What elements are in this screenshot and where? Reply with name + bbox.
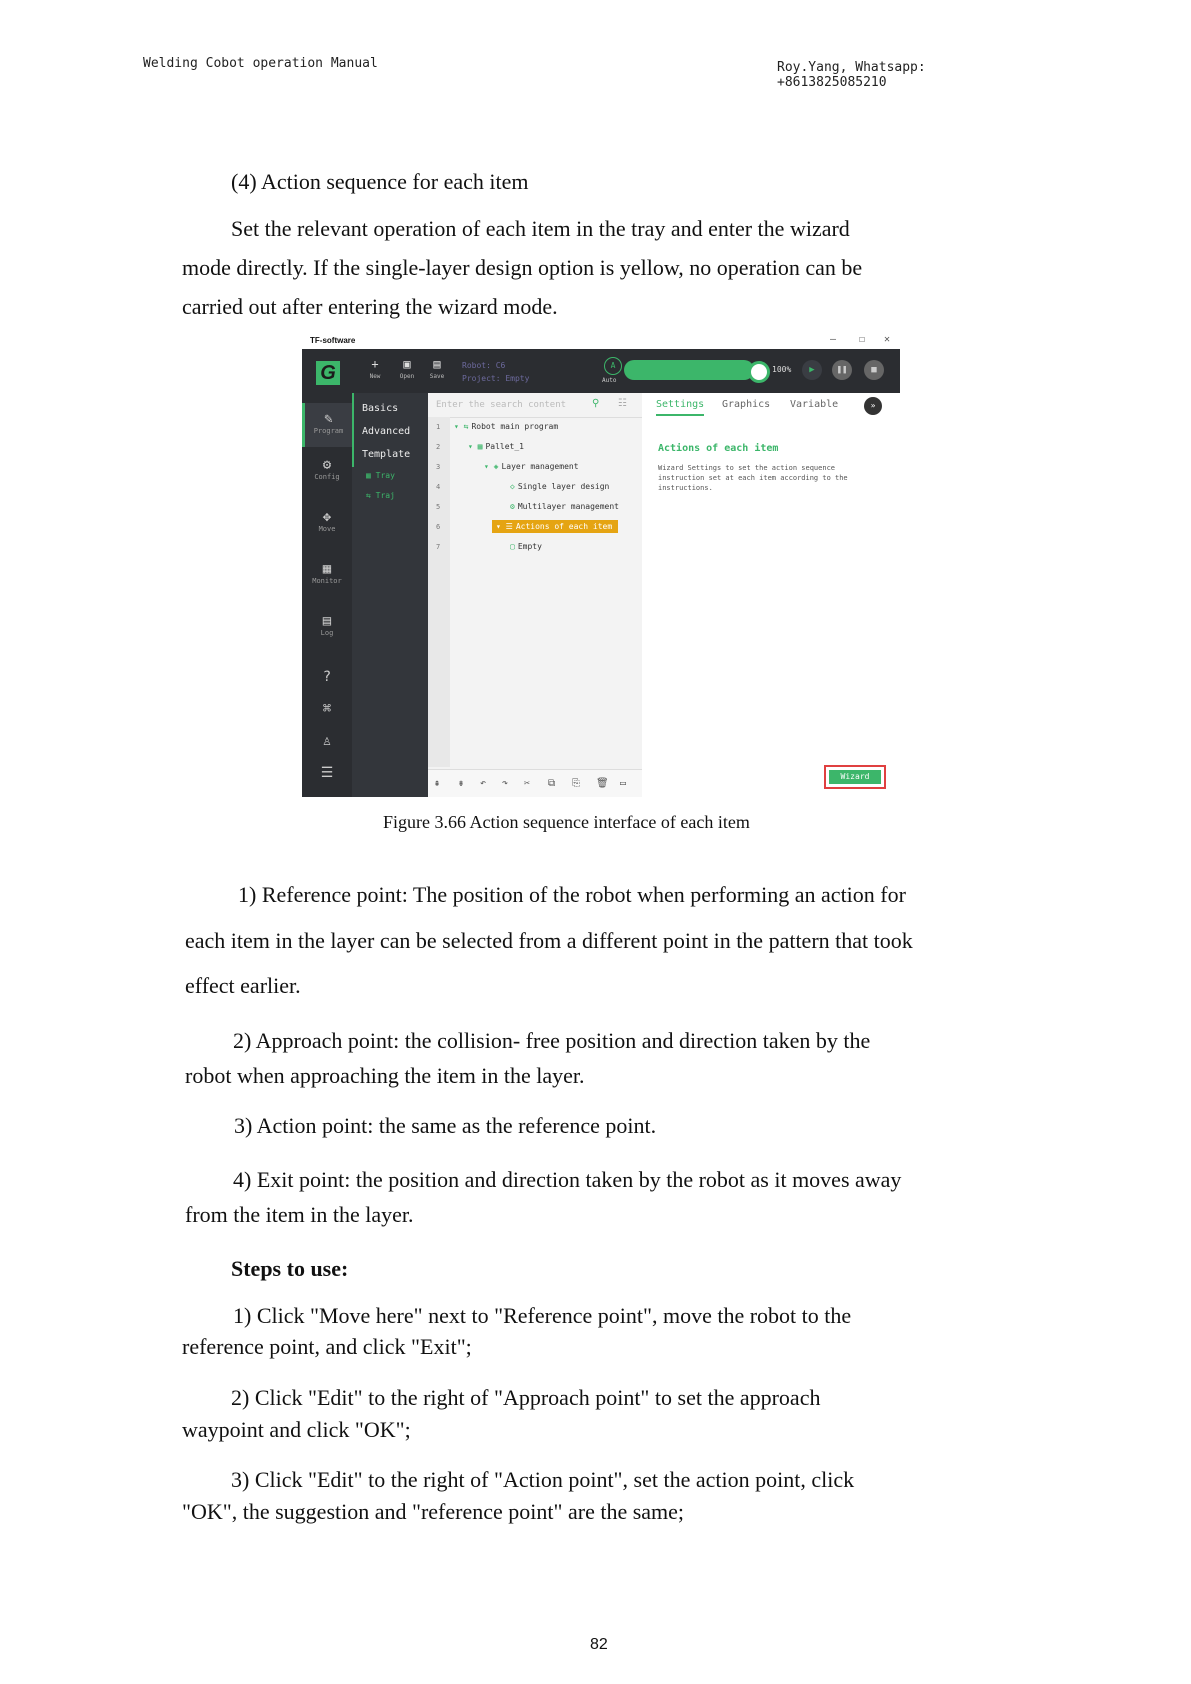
submenu-traj[interactable]: ⇆ Traj bbox=[366, 491, 395, 500]
open-button[interactable]: ▣ Open bbox=[399, 357, 415, 380]
nav-program[interactable]: ✎ Program bbox=[302, 403, 352, 447]
new-icon: + bbox=[371, 357, 379, 371]
submenu-selection-bar bbox=[352, 393, 354, 467]
panel-description: Wizard Settings to set the action sequence instruction set at each item according to the instructions. bbox=[658, 464, 848, 492]
save-button[interactable]: ▤ Save bbox=[429, 357, 445, 380]
insert-above-icon[interactable]: ⇞ bbox=[434, 778, 441, 789]
line-number: 7 bbox=[436, 543, 441, 551]
panel-title: Actions of each item bbox=[658, 443, 779, 454]
apps-icon[interactable]: ⌘ bbox=[322, 701, 332, 717]
open-icon: ▣ bbox=[403, 357, 411, 371]
app-title: TF-software bbox=[310, 336, 356, 345]
project-name: Project: Empty bbox=[462, 374, 530, 383]
tab-settings[interactable]: Settings bbox=[656, 399, 704, 416]
section-title: (4) Action sequence for each item bbox=[231, 169, 529, 194]
menu-icon[interactable]: ☰ bbox=[320, 765, 334, 781]
nav-move[interactable]: ✥ Move bbox=[318, 509, 336, 533]
line-number: 6 bbox=[436, 523, 441, 531]
figure-caption: Figure 3.66 Action sequence interface of each item bbox=[383, 812, 750, 832]
app-logo: G bbox=[316, 361, 340, 385]
tree-node-pallet[interactable]: ▾ ▦ Pallet_1 bbox=[468, 442, 524, 451]
step-2-line-2: waypoint and click "OK"; bbox=[182, 1417, 411, 1442]
point-4-line-2: from the item in the layer. bbox=[185, 1202, 414, 1227]
search-icon[interactable]: ⚲ bbox=[592, 398, 600, 409]
redo-icon[interactable]: ↷ bbox=[502, 778, 509, 789]
delete-icon[interactable]: 🗑 bbox=[596, 778, 609, 789]
speed-value: 100% bbox=[772, 365, 792, 374]
new-button[interactable]: + New bbox=[369, 357, 381, 380]
intro-line-3: carried out after entering the wizard mode. bbox=[182, 294, 558, 319]
play-icon[interactable]: ▶ bbox=[802, 360, 822, 380]
maximize-icon[interactable]: ☐ bbox=[859, 334, 866, 345]
minimize-icon[interactable]: — bbox=[830, 334, 837, 345]
header-right: Roy.Yang, Whatsapp: +8613825085210 bbox=[777, 60, 1035, 464]
help-icon[interactable]: ? bbox=[322, 669, 332, 685]
empty-icon: ▢ bbox=[510, 542, 515, 551]
list-mode-icon[interactable]: ☷ bbox=[618, 398, 627, 409]
nav-log[interactable]: ▤ Log bbox=[320, 613, 334, 637]
close-icon[interactable]: ✕ bbox=[884, 334, 891, 345]
collapse-panel-icon[interactable]: » bbox=[864, 397, 882, 415]
point-2-line-2: robot when approaching the item in the layer. bbox=[185, 1063, 585, 1088]
insert-below-icon[interactable]: ⇟ bbox=[458, 778, 465, 789]
top-toolbar bbox=[302, 349, 900, 393]
steps-heading: Steps to use: bbox=[231, 1256, 349, 1281]
paste-icon[interactable]: ⎘ bbox=[572, 778, 580, 789]
auto-mode-label: Auto bbox=[602, 377, 617, 384]
tree-node-layer-management[interactable]: ▾ ◈ Layer management bbox=[484, 462, 579, 471]
cut-icon[interactable]: ✂ bbox=[524, 778, 531, 789]
line-number-gutter bbox=[428, 417, 450, 767]
software-screenshot bbox=[302, 333, 900, 797]
tab-graphics[interactable]: Graphics bbox=[722, 399, 771, 410]
submenu-basics[interactable]: Basics bbox=[362, 403, 399, 414]
stop-icon[interactable]: ■ bbox=[864, 360, 884, 380]
line-number: 5 bbox=[436, 503, 441, 511]
point-3: 3) Action point: the same as the reference point. bbox=[234, 1113, 657, 1138]
speed-slider[interactable] bbox=[624, 360, 754, 380]
tree-node-empty[interactable]: ▢ Empty bbox=[510, 542, 542, 551]
robot-info bbox=[462, 359, 529, 385]
speed-slider-knob[interactable] bbox=[748, 361, 770, 383]
nav-config[interactable]: ⚙ Config bbox=[314, 457, 340, 481]
step-3-line-2: "OK", the suggestion and "reference point" are the same; bbox=[182, 1499, 685, 1524]
step-1-line-1: 1) Click "Move here" next to "Reference point", move the robot to the bbox=[233, 1303, 852, 1328]
program-tree-panel bbox=[428, 393, 643, 797]
program-icon: ✎ bbox=[324, 411, 333, 427]
settings-panel bbox=[642, 393, 900, 797]
tree-node-main-program[interactable]: ▾ ⇆ Robot main program bbox=[454, 422, 559, 431]
window-titlebar bbox=[302, 333, 900, 350]
list-icon: ▾ ☰ bbox=[496, 522, 513, 531]
search-input[interactable]: Enter the search content bbox=[436, 400, 567, 410]
expand-arrow-icon: ▾ ⇆ bbox=[454, 422, 469, 431]
move-icon: ✥ bbox=[322, 509, 332, 525]
auto-mode-icon[interactable]: A bbox=[604, 357, 622, 375]
wizard-button-highlight bbox=[824, 765, 886, 789]
line-number: 1 bbox=[436, 423, 441, 431]
point-1-line-1: 1) Reference point: The position of the robot when performing an action for bbox=[238, 882, 906, 907]
comment-icon[interactable]: ▭ bbox=[620, 778, 627, 789]
step-1-line-2: reference point, and click "Exit"; bbox=[182, 1334, 472, 1359]
tree-node-single-layer[interactable]: ◇ Single layer design bbox=[510, 482, 610, 491]
step-3-line-1: 3) Click "Edit" to the right of "Action point", set the action point, click bbox=[231, 1467, 855, 1492]
left-navigation bbox=[302, 393, 352, 797]
nav-monitor[interactable]: ▦ Monitor bbox=[312, 561, 342, 585]
header-left: Welding Cobot operation Manual bbox=[143, 56, 378, 71]
pause-icon[interactable]: ❚❚ bbox=[832, 360, 852, 380]
point-1-line-3: effect earlier. bbox=[185, 973, 301, 998]
user-icon[interactable]: ♙ bbox=[322, 733, 332, 749]
point-2-line-1: 2) Approach point: the collision- free position and direction taken by the bbox=[233, 1028, 871, 1053]
layer-icon: ▾ ◈ bbox=[484, 462, 499, 471]
submenu-template[interactable]: Template bbox=[362, 449, 411, 460]
config-icon: ⚙ bbox=[322, 457, 332, 473]
pallet-icon: ▾ ▦ bbox=[468, 442, 483, 451]
line-number: 4 bbox=[436, 483, 441, 491]
line-number: 2 bbox=[436, 443, 441, 451]
undo-icon[interactable]: ↶ bbox=[480, 778, 487, 789]
diamond-icon: ◇ bbox=[510, 482, 515, 491]
program-submenu bbox=[352, 393, 428, 797]
line-number: 3 bbox=[436, 463, 441, 471]
tree-bottom-toolbar bbox=[428, 769, 642, 797]
submenu-tray[interactable]: ▦ Tray bbox=[366, 471, 395, 480]
monitor-icon: ▦ bbox=[322, 561, 332, 577]
intro-line-1: Set the relevant operation of each item in the tray and enter the wizard bbox=[231, 216, 850, 241]
point-4-line-1: 4) Exit point: the position and direction taken by the robot as it moves away bbox=[233, 1167, 902, 1192]
submenu-advanced[interactable]: Advanced bbox=[362, 426, 411, 437]
copy-icon[interactable]: ⧉ bbox=[548, 778, 556, 789]
log-icon: ▤ bbox=[322, 613, 332, 629]
point-1-line-2: each item in the layer can be selected from a different point in the pattern that took bbox=[185, 928, 913, 953]
save-icon: ▤ bbox=[433, 357, 441, 371]
intro-line-2: mode directly. If the single-layer design option is yellow, no operation can be bbox=[182, 255, 863, 280]
robot-name: Robot: C6 bbox=[462, 361, 506, 370]
tab-variable[interactable]: Variable bbox=[790, 399, 839, 410]
gear-icon: ⚙ bbox=[510, 502, 515, 511]
wizard-button[interactable]: Wizard bbox=[829, 770, 881, 784]
step-2-line-1: 2) Click "Edit" to the right of "Approach point" to set the approach bbox=[231, 1385, 821, 1410]
tree-node-actions-selected[interactable]: ▾ ☰ Actions of each item bbox=[492, 520, 618, 533]
tree-node-multilayer[interactable]: ⚙ Multilayer management bbox=[510, 502, 619, 511]
search-bar bbox=[428, 393, 642, 418]
page-number: 82 bbox=[590, 1636, 608, 1653]
